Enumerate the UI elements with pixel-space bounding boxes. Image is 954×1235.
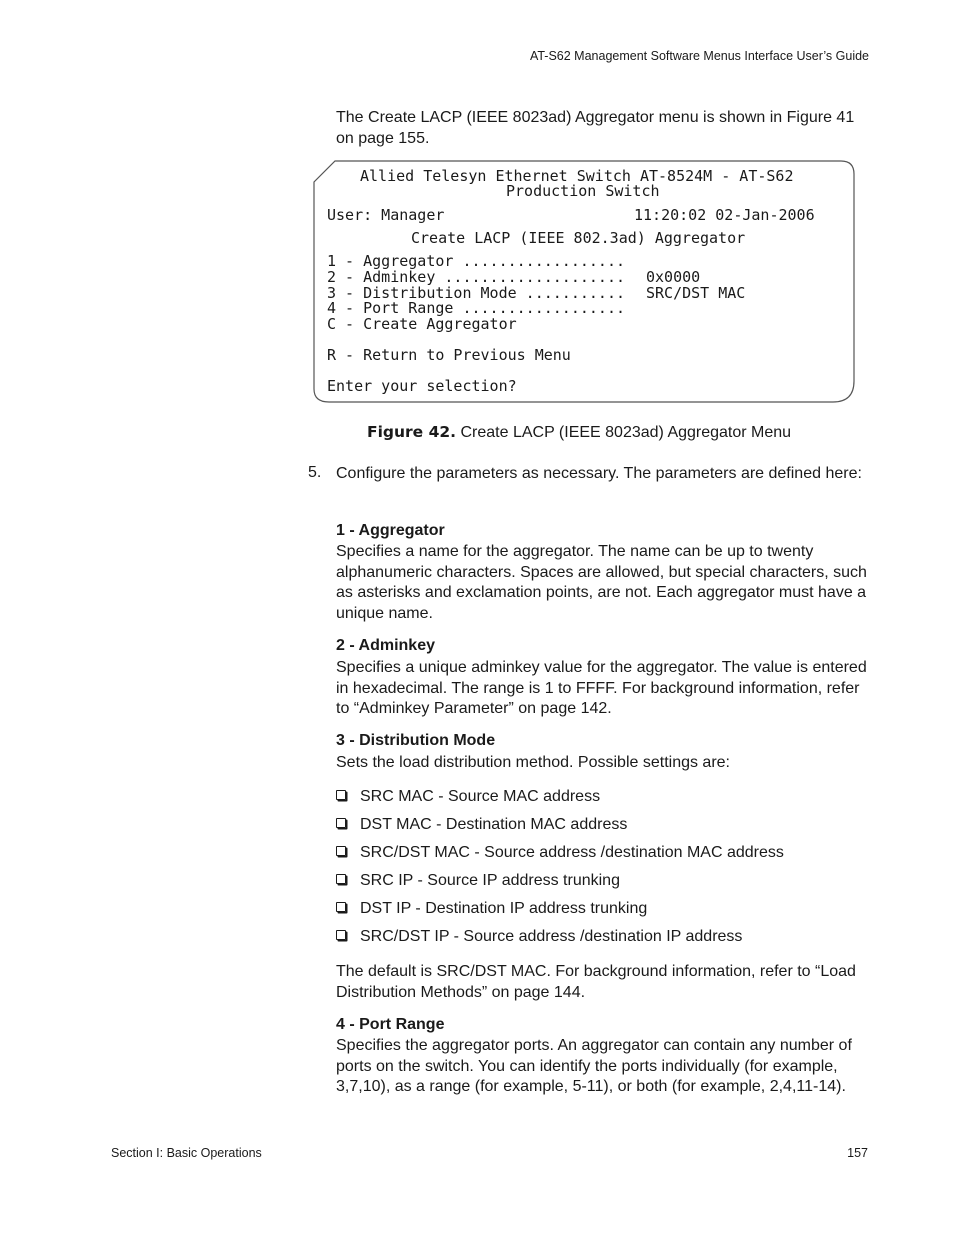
footer-section: Section I: Basic Operations [111,1146,262,1160]
terminal-title-line2: Production Switch [506,182,660,200]
checkbox-bullet-icon [336,846,346,856]
list-item: SRC/DST MAC - Source address /destination MAC address [336,843,784,863]
terminal-figure [313,160,855,403]
heading-aggregator: 1 - Aggregator [336,522,445,539]
step-number: 5. [308,464,322,481]
figure-label: Figure 42. [367,423,457,441]
menu-option-return: R - Return to Previous Menu [327,346,571,364]
checkbox-bullet-icon [336,874,346,884]
checkbox-bullet-icon [336,902,346,912]
footer-page-number: 157 [847,1146,868,1160]
terminal-title-line1: Allied Telesyn Ethernet Switch AT-8524M - AT-S62 [360,167,794,185]
menu-option-create: C - Create Aggregator [327,315,517,333]
list-item: SRC/DST IP - Source address /destination IP address [336,927,742,947]
list-item: DST IP - Destination IP address trunking [336,899,647,919]
terminal-timestamp: 11:20:02 02-Jan-2006 [634,206,815,224]
list-item: SRC MAC - Source MAC address [336,787,600,807]
terminal-menu-title: Create LACP (IEEE 802.3ad) Aggregator [411,229,746,247]
body-distribution-default: The default is SRC/DST MAC. For background information, refer to “Load Distribution Methods” on page 144. [336,963,856,1001]
heading-distribution: 3 - Distribution Mode [336,732,496,749]
terminal-prompt: Enter your selection? [327,377,517,395]
figure-caption-text: Create LACP (IEEE 8023ad) Aggregator Menu [460,424,792,441]
checkbox-bullet-icon [336,818,346,828]
checkbox-bullet-icon [336,930,346,940]
menu-value-distribution: SRC/DST MAC [646,284,746,302]
checkbox-bullet-icon [336,790,346,800]
terminal-user: User: Manager [327,206,445,224]
body-port-range: Specifies the aggregator ports. An aggregator can contain any number of ports on the switch. You can identify the ports individually (for example, 3,7,10), as a range (for example, 5-11), or both (for example, 2,4,11-14). [336,1037,852,1095]
body-aggregator: Specifies a name for the aggregator. The name can be up to twenty alphanumeric characters. Spaces are allowed, but special characters, such as asterisks and exclamation points, are not. Each aggregator must have a unique name. [336,543,867,622]
intro-paragraph: The Create LACP (IEEE 8023ad) Aggregator menu is shown in Figure 41 on page 155. [336,109,855,147]
figure-caption [367,423,791,442]
heading-port-range: 4 - Port Range [336,1016,445,1033]
body-adminkey: Specifies a unique adminkey value for the aggregator. The value is entered in hexadecimal. The range is 1 to FFFF. For background information, refer to “Adminkey Parameter” on page 142. [336,659,867,717]
running-header: AT-S62 Management Software Menus Interface User’s Guide [529,49,869,63]
body-distribution: Sets the load distribution method. Possible settings are: [336,754,730,771]
menu-option-aggregator: 1 - Aggregator .................. [327,252,626,270]
list-item: SRC IP - Source IP address trunking [336,871,620,891]
menu-option-distribution: 3 - Distribution Mode ........... [327,284,626,302]
step-text: Configure the parameters as necessary. The parameters are defined here: [336,465,862,482]
heading-adminkey: 2 - Adminkey [336,637,435,654]
menu-option-port-range: 4 - Port Range .................. [327,299,626,317]
menu-option-adminkey: 2 - Adminkey .................... [327,268,626,286]
list-item: DST MAC - Destination MAC address [336,815,627,835]
menu-value-adminkey: 0x0000 [646,268,701,286]
